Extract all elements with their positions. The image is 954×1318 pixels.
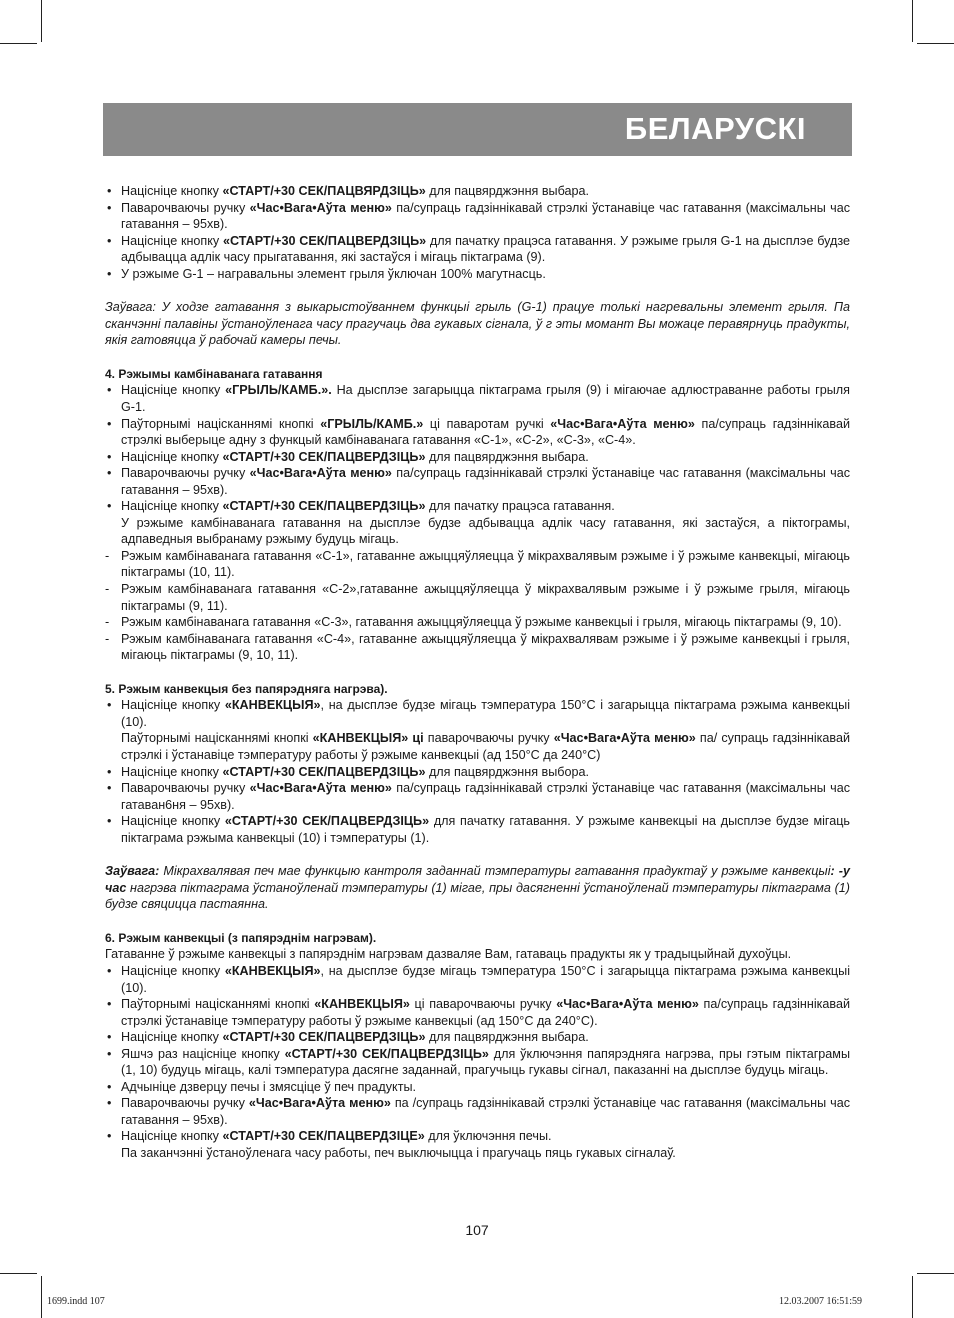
bullet-marker: • [107,499,112,514]
spacer [105,913,850,930]
bold-run: «КАНВЕКЦЫЯ» [314,997,410,1012]
dash-marker: - [105,615,110,630]
text-run: Націсніце кнопку [121,764,223,779]
page-number: 107 [465,1222,489,1238]
bullet-marker: • [107,1096,112,1111]
text-run: па/супраць гадзіннікавай стрэлкі ўстанавіце час гатавання (максімальны час гатавання – 95хв). [121,200,850,232]
bullet-marker: • [107,781,112,796]
bullet-item [105,183,850,200]
text-run: Паўторнымі націсканнямі кнопкі [121,416,321,431]
text-run: для пацвярджэння выбора. [425,764,589,779]
text-run: па /супраць гадзіннікавай стрэлкі ўстанавіце час гатавання (максімальны час гатавання – 95хв). [121,1096,850,1127]
paragraph [105,515,850,548]
bullet-marker: • [107,997,112,1012]
crop-mark-top-right [912,0,913,42]
text-run: для пачатку гатавання. У рэжыме канвекцыі на дысплэе будзе мігаць піктаграма рэжыма канвекцыі (10) і тэмпературы (1). [121,814,850,845]
bold-run: «СТАРТ/+30 СЕК/ПАЦВЕРДЗІЦЬ» [222,499,426,514]
dash-marker: - [105,631,110,646]
bold-run: «КАНВЕКЦЫЯ» [224,963,321,978]
text-run: Паварочваючы ручку [121,200,250,215]
text-run: Па заканчэнні ўстаноўленага часу работы, печ выключыцца і прагучаць пяць гукавых сігналаў. [121,1145,676,1160]
bullet-item [105,697,850,730]
text-run: Націсніце кнопку [121,1129,223,1144]
bold-run: «СТАРТ/+30 СЕК/ПАЦВЕРДЗІЦЬ» [222,449,426,464]
bullet-item [105,449,850,466]
bullet-item [105,1128,850,1145]
bullet-marker: • [107,466,112,481]
text-run: Націсніце кнопку [121,499,223,514]
text-run: нагрэва піктаграма ўстаноўленай тэмпературы (1) мігае, пры дасягненні ўстаноўленай тэмпературы піктаграма (1) будзе свяцицца пастаянна. [105,880,850,912]
text-run: Націсніце кнопку [121,814,225,829]
spacer [105,664,850,681]
text-run: , на дысплэе будзе мігаць тэмпература 150°С і загарыцца піктаграма рэжыма канвекцыі (10). [121,698,850,729]
bold-run: «Час•Вага•Аўта меню» [249,781,392,796]
text-run: Паўторнымі націсканнямі кнопкі [121,997,315,1012]
bullet-item [105,963,850,996]
text-run: Паварочваючы ручку [121,781,250,796]
crop-mark-bottom-right [912,1276,913,1318]
bullet-item [105,1095,850,1128]
section-heading: 5. Рэжым канвекцыя без папярэдняга нагрэва). [105,681,388,696]
bold-run: «СТАРТ/+30 СЕК/ПАЦВЕРДЗІЦЬ» [284,1046,489,1061]
bullet-marker: • [107,449,112,464]
crop-mark-bottom-right-h [917,1273,954,1274]
text-run: Рэжым камбінаванага гатавання «C-4», гатаванне ажыццяўляецца ў мікрахвалявам рэжыме і ў рэжыме канвекцыі і грыля, мігаюць піктаграмы (9, 10, 11). [121,631,850,663]
text-run: Націсніце кнопку [121,698,225,713]
bullet-item [105,416,850,449]
crop-mark-top-left-h [0,43,37,44]
bullet-item [105,1079,850,1096]
bullet-item [105,813,850,846]
bold-run: «ГРЫЛЬ/КАМБ.» [320,416,424,431]
bullet-marker: • [107,1079,112,1094]
text-run: Яшчэ раз націсніце кнопку [121,1046,285,1061]
text-run: для пацвярджэння выбара. [425,449,589,464]
text-run: па/супраць гадзіннікавай стрэлкі выберыце адну з функцый камбінаванага гатавання «C-1», «C-2», «C-3», «C-4». [121,416,851,448]
text-run: , на дысплэе будзе мігаць тэмпература 150°С і загарыцца піктаграма рэжыма канвекцыі (10). [121,963,850,995]
bullet-marker: • [107,1046,112,1061]
bullet-marker: • [107,266,112,281]
bold-run: : -у час [105,864,851,895]
text-run: для ўключэння папярэдняга нагрэва, пры гэтым піктаграмы (1, 10) будуць мігаць, калі тэмпература дасягне заданнай, прагучыць гукавы сігнал, паказанні на дысплэе будуць мігаць. [121,1046,851,1078]
date-slug: 12.03.2007 16:51:59 [779,1296,863,1307]
bullet-item [105,780,850,813]
bullet-marker: • [107,1030,112,1045]
bullet-marker: • [107,200,112,215]
bullet-marker: • [107,1129,112,1144]
text-run: паварочваючы ручку [423,731,554,746]
text-run: На дысплэе загарыцца піктаграма грыля (9) і мігаючае адлюстраванне работы грыля G-1. [121,383,850,415]
text-run: У рэжыме G-1 – награвальны элемент грыля ўключан 100% магутнасць. [121,266,546,281]
text-run: Націсніце кнопку [121,383,226,398]
bold-run: «Час•Вага•Аўта меню» [249,466,392,481]
bold-run: «КАНВЕКЦЫЯ» ці [312,731,424,746]
section-heading: 4. Рэжымы камбінаванага гатавання [105,366,323,381]
text-run: Націсніце кнопку [121,233,223,248]
text-run: для пачатку працэса гатавання. [425,499,615,514]
dash-item [105,548,850,581]
text-run: Заўвага: У ходзе гатавання з выкарыстоўваннем функцыі грыль (G-1) працуе толькі нагревальны элемент грыля. Па сканчэнні палавіны ўстаноўленага часу прагучаць два гукавых сігнала, ў г эты момант Вы можаце перавярнуць прадукты, якія гатовяцца ў рабочай камеры печы. [105,300,850,348]
bullet-marker: • [107,184,112,198]
bullet-marker: • [107,383,112,398]
bullet-item [105,1046,850,1079]
text-run: Рэжым камбінаванага гатавання «C-3», гатавання ажыццяўляецца ў рэжыме канвекцыі і грыля, мігаюць піктаграмы (9, 10). [121,615,842,630]
text-run: Рэжым камбінаванага гатавання «C-2»,гатаванне ажыццяўляецца ў мікрахвалявым рэжыме і ў рэжыме грыля, мігаюць піктаграмы (9, 11). [121,582,850,613]
text-run: Паўторнымі націсканнямі кнопкі [121,731,313,746]
instructions-body [105,183,850,1162]
dash-item [105,581,850,614]
text-run: для пацвярджэння выбара. [425,1030,589,1045]
text-run: Мікрахвалявая печ мае функцыю кантроля заданнай тэмпературы гатавання прадуктаў у рэжыме канвекцыі [159,864,831,879]
bold-run: «СТАРТ/+30 СЕК/ПАЦВЕРДЗІЦЬ» [222,233,427,248]
text-run: па/ супраць гадзіннікавай стрэлкі і ўстанавіце тэмпературу работы ў рэжыме канвекцыі (ад 150°С да 240°С) [121,731,851,762]
note-paragraph [105,299,850,349]
text-run: для пачатку працэса гатавання. У рэжыме грыля G-1 на дысплэе будзе адбывацца адлік часу прыгатавання, які застаўся і мігаць піктаграма (9). [121,233,850,265]
text-run: Націсніце кнопку [121,184,223,198]
crop-mark-top-right-h [917,43,954,44]
bold-run: «КАНВЕКЦЫЯ» [224,698,321,713]
bold-run: «Час•Вага•Аўта меню» [248,1096,391,1111]
bullet-item [105,996,850,1029]
text-run: Рэжым камбінаванага гатавання «C-1», гатаванне ажыццяўляецца ў мікрахвалявым рэжыме і ў рэжыме канвекцыі, мігаюць піктаграмы (10, 11). [121,548,850,580]
bullet-marker: • [107,963,112,978]
bullet-marker: • [107,698,112,713]
text-run: У рэжыме камбінаванага гатавання на дысплэе будзе адбывацца адлік часу гатавання, які застаўся, а піктограмы, адпаведныя выбранаму рэжыму будуць мігаць. [121,515,850,547]
spacer [105,282,850,299]
text-run: Паварочваючы ручку [121,466,250,481]
paragraph [105,730,850,763]
text-run: для пацвярджэння выбара. [425,184,590,198]
bullet-item [105,764,850,781]
text-run: Націсніце кнопку [121,449,223,464]
bullet-item [105,498,850,515]
text-run: па/супраць гадзіннікавай стрэлкі ўстанавіце час гатавання (максімальны час гатавання – 95хв). [121,466,850,497]
bold-run: «Час•Вага•Аўта меню» [249,200,392,215]
page-title: БЕЛАРУСКІ [624,111,806,146]
dash-item [105,614,850,631]
text-run: Гатаванне ў рэжыме канвекцыі з папярэднім нагрэвам дазваляе Вам, гатаваць прадукты як у традыцыйнай духоўцы. [105,947,792,962]
bold-run: «Час•Вага•Аўта меню» [556,997,699,1012]
dash-marker: - [105,548,110,563]
bold-run: «СТАРТ/+30 СЕК/ПАЦВЕРДЗІЦЬ» [222,1030,426,1045]
text-run: па/супраць гадзіннікавай стрэлкі ўстанавіце час гатавання (максімальны час гатаван6ня – 95хв). [121,781,850,812]
dash-item [105,631,850,664]
bullet-item [105,1029,850,1046]
text-run: па/супраць гадзіннікавай стрэлкі ўстанавіце тэмпературу работы ў рэжыме канвекцыі (ад 150°С да 240°С). [121,997,850,1028]
text-run: для ўключэння печы. [424,1129,552,1144]
file-slug: 1699.indd 107 [47,1296,105,1307]
crop-mark-bottom-left [41,1276,42,1318]
bold-run: «СТАРТ/+30 СЕК/ПАЦВЕРДЗІЦЕ» [222,1129,425,1144]
text-run: ці паварочваючы ручку [409,997,557,1012]
dash-marker: - [105,582,110,597]
text-run: Паварочваючы ручку [121,1096,249,1111]
bullet-item [105,200,850,233]
spacer [105,349,850,366]
bullet-item [105,465,850,498]
spacer [105,846,850,863]
bullet-marker: • [107,764,112,779]
crop-mark-bottom-left-h [0,1273,37,1274]
text-run: ці паваротам ручкі [423,416,551,431]
bullet-marker: • [107,233,112,248]
bullet-item [105,266,850,283]
bullet-item [105,233,850,266]
bold-run: «ГРЫЛЬ/КАМБ.». [225,383,332,398]
bold-run: «СТАРТ/+30 СЕК/ПАЦВЯРДЗІЦЬ» [222,184,426,198]
section-heading: 6. Рэжым канвекцыі (з папярэднім нагрэвам). [105,930,377,945]
crop-mark-top-left [41,0,42,42]
paragraph [105,946,850,963]
bullet-item [105,382,850,415]
language-header-band [103,103,852,156]
text-run: Націсніце кнопку [121,1030,223,1045]
bold-run: Заўвага: [105,864,160,879]
bold-run: «СТАРТ/+30 СЕК/ПАЦВЕРДЗІЦЬ» [224,814,430,829]
bold-run: «Час•Вага•Аўта меню» [553,731,696,746]
paragraph [105,1145,850,1162]
bold-run: «Час•Вага•Аўта меню» [550,416,695,431]
note-paragraph [105,863,850,913]
bullet-marker: • [107,416,112,431]
bold-run: «СТАРТ/+30 СЕК/ПАЦВЕРДЗІЦЬ» [222,764,426,779]
text-run: Націсніце кнопку [121,963,225,978]
text-run: Адчыніце дзверцу печы і змясціце ў печ прадукты. [121,1079,417,1094]
bullet-marker: • [107,814,112,829]
